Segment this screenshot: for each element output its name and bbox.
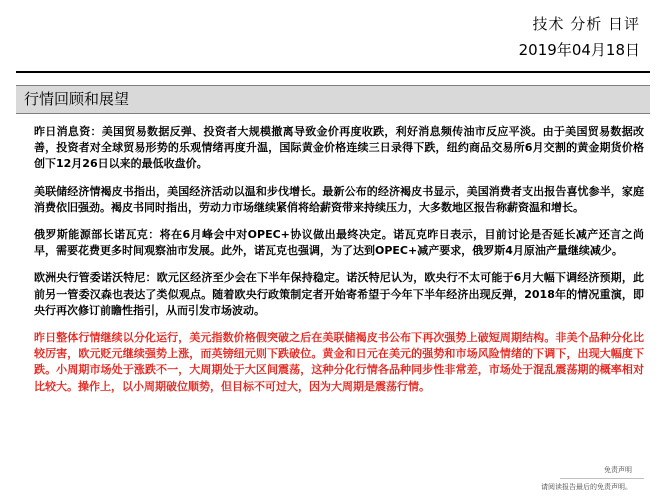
section-title: 行情回顾和展望 (24, 90, 130, 108)
footer-divider (560, 478, 644, 479)
report-type: 技术 分析 日评 (532, 15, 640, 33)
paragraph-beige-book: 美联储经济情褐皮书指出，美国经济活动以温和步伐增长。最新公布的经济褐皮书显示，美国消费者支出报告喜忧参半，家庭消费依旧强劲。褐皮书同时指出，劳动力市场继续紧俏将给薪资带来持续压力，大多数地区报告称薪资温和增长。 (34, 184, 644, 214)
paragraph-ecb: 欧洲央行管委诺沃特尼：欧元区经济至少会在下半年保持稳定。诺沃特尼认为，欧央行不太可能于6月大幅下调经济预期，此前另一管委汉森也表达了类似观点。随着欧央行政策制定者开始寄希望于今年下半年经济出现反弹，2018年的情况重演，即央行再次修订前瞻性指引，从而引发市场波动。 (34, 271, 644, 317)
header-divider (16, 71, 650, 73)
footer-disclaimer-title: 免责声明 (604, 466, 632, 474)
section-header-bar (16, 85, 650, 114)
footer-disclaimer-note: 请阅读报告最后的免责声明。 (541, 483, 632, 491)
paragraph-opec: 俄罗斯能源部长诺瓦克：将在6月峰会中对OPEC+协议做出最终决定。诺瓦克昨日表示，目前讨论是否延长减产还言之尚早，需要花费更多时间观察油市发展。此外，诺瓦克也强调，为了达到OPEC+减产要求，俄罗斯4月原油产量继续减少。 (34, 228, 644, 258)
paragraph-market-outlook: 昨日整体行情继续以分化运行，美元指数价格假突破之后在美联储褐皮书公布下再次强势上破短周期结构。非美个品种分化比较厉害，欧元贬元继续强势上涨，而英镑纽元则下跌破位。黄金和日元在美元的强势和市场风险情绪的下调下，出现大幅度下跌。小周期市场处于涨跌不一，大周期处于大区间震荡，这种分化行情各品种同步性非常差，市场处于混乱震荡期的概率相对比较大。操作上，以小周期破位顺势，但目标不可过大，因为大周期是震荡行情。 (34, 331, 644, 393)
report-content (34, 124, 644, 406)
paragraph-market-news: 昨日消息资：美国贸易数据反弹、投资者大规模撤离导致金价再度收跌，利好消息频传油市反应平淡。由于美国贸易数据改善，投资者对全球贸易形势的乐观情绪再度升温，国际黄金价格连续三日录得下跌，纽约商品交易所6月交割的黄金期货价格创下12月26日以来的最低收盘价。 (34, 125, 644, 171)
report-date: 2019年04月18日 (518, 41, 640, 59)
